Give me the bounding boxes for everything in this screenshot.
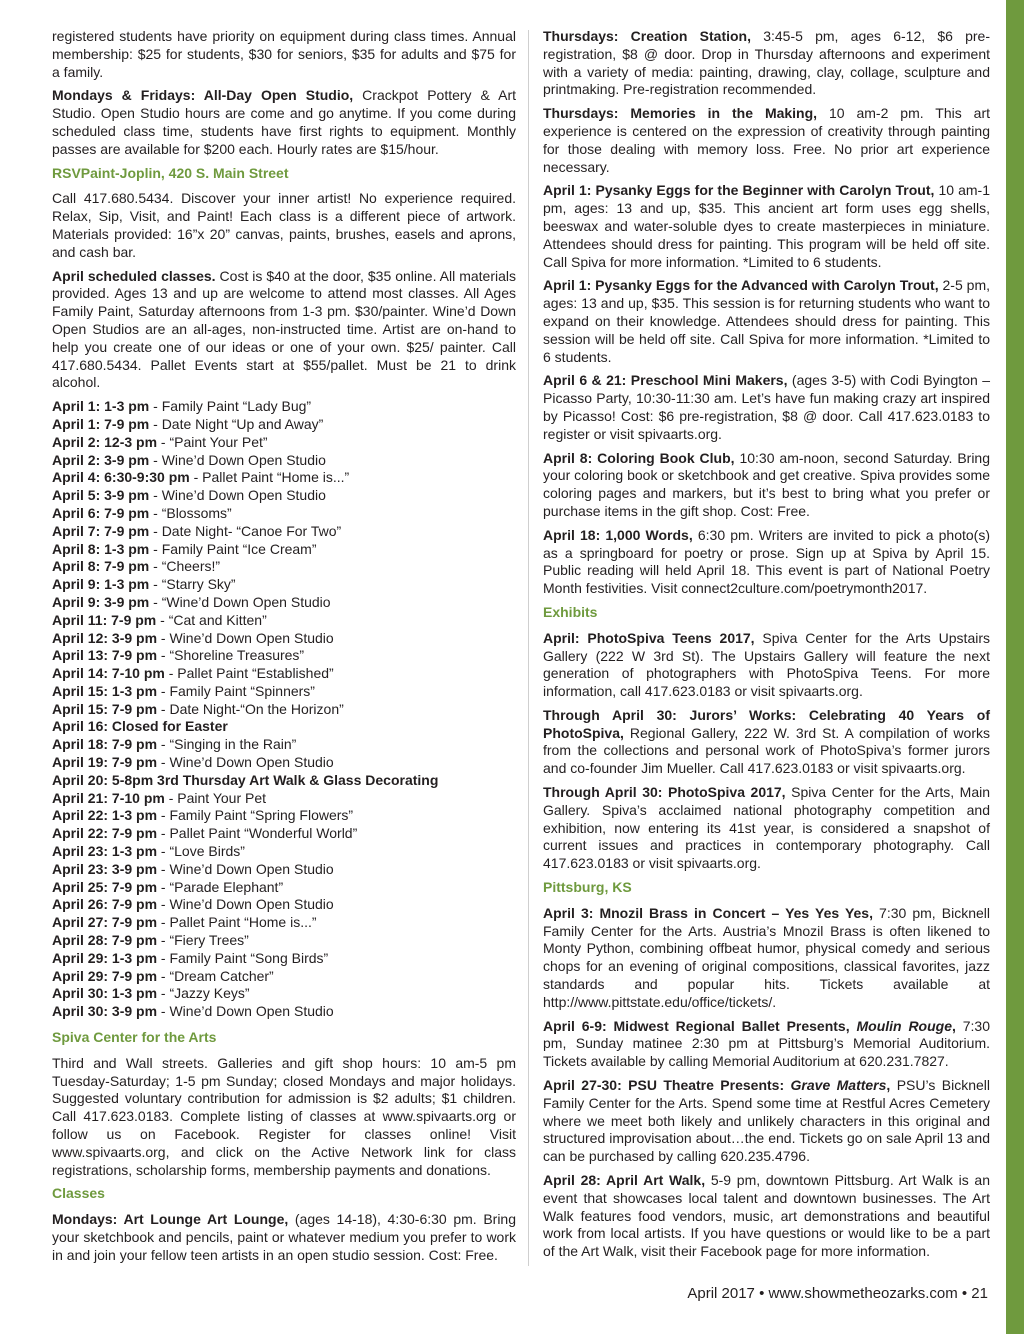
listing-title: April 6 & 21: Preschool Mini Makers, <box>543 372 788 389</box>
listing-paragraph <box>543 372 990 443</box>
event-description: - Wine’d Down Open Studio <box>149 487 326 504</box>
listing-paragraph <box>543 527 990 598</box>
listing-title: April 1: Pysanky Eggs for the Advanced with Carolyn Trout, <box>543 277 939 294</box>
event-item <box>52 576 516 594</box>
event-item <box>52 932 516 950</box>
event-description: - “Jazzy Keys” <box>157 985 250 1002</box>
listing-title: April: PhotoSpiva Teens 2017, <box>543 629 755 646</box>
event-description: - Pallet Paint “Established” <box>164 665 334 682</box>
event-description: - “Blossoms” <box>149 504 232 521</box>
event-item <box>52 647 516 665</box>
page-footer: April 2017 • www.showmetheozarks.com • 21 <box>687 1285 988 1302</box>
event-date: April 23: 3-9 pm <box>52 860 158 877</box>
event-item <box>52 541 516 559</box>
intro-paragraph: registered students have priority on equipment during class times. Annual membership: $25 for students, $30 for seniors, $35 for adults and $75 for a family. <box>52 28 516 80</box>
event-item <box>52 985 516 1003</box>
event-date: April 13: 7-9 pm <box>52 647 158 664</box>
event-date: April 29: 7-9 pm <box>52 967 158 984</box>
listing-text: Regional Gallery, 222 W. 3rd St. A compilation of works from the collections and personal work of PhotoSpiva’s former jurors and co-founder Jim Mueller. Call 417.623.0183 or visit spivaarts.org. <box>543 724 990 777</box>
event-date: April 22: 1-3 pm <box>52 807 158 824</box>
listing-paragraph <box>543 182 990 271</box>
event-date: April 19: 7-9 pm <box>52 754 158 771</box>
event-description: - “Dream Catcher” <box>157 967 274 984</box>
listing-title: April 18: 1,000 Words, <box>543 526 693 543</box>
event-description: - “Singing in the Rain” <box>157 736 297 753</box>
event-item <box>52 416 516 434</box>
listing-title: April 8: Coloring Book Club, <box>543 449 735 466</box>
event-description: - Date Night “Up and Away” <box>149 415 324 432</box>
spiva-heading: Spiva Center for the Arts <box>52 1029 217 1046</box>
event-date: April 2: 3-9 pm <box>52 451 150 468</box>
listing-title: Thursdays: Creation Station, <box>543 28 751 44</box>
event-list <box>52 398 516 1021</box>
listing-title: Through April 30: PhotoSpiva 2017, <box>543 784 786 801</box>
listing-text: 10:30 am-noon, second Saturday. Bring your coloring book or sketchbook and get creative. Spiva provides some coloring pages and markers, but it’s best to bring what you prefer or purchase items in the gift shop. Cost: Free. <box>543 449 991 519</box>
event-description: - Pallet Paint “Wonderful World” <box>157 825 358 842</box>
column-divider <box>528 30 529 1266</box>
event-description: - “Cheers!” <box>149 558 221 575</box>
listing-paragraph <box>543 630 990 701</box>
psu-paragraph: April 27-30: PSU Theatre Presents: Grave Matters, PSU’s Bicknell Family Center for the Arts. Spend some time at Restful Acres Cemetery where we meet both likely and unlikely characters in this original and structured improvisation about…the end. Tickets go on sale April 13 and can be purchased by calling 620.235.4796. <box>543 1077 990 1165</box>
event-date: April 22: 7-9 pm <box>52 825 158 842</box>
listing-text: Spiva Center for the Arts, Main Gallery. Spiva’s acclaimed national photography competition and exhibition, now entering its 41st year, is considered a snapshot of current issues and practices in contemporary photography. Call 417.623.0183 or visit spivaarts.org. <box>543 784 991 872</box>
artwalk-paragraph: April 28: April Art Walk, 5-9 pm, downtown Pittsburg. Art Walk is an event that showcases local talent and downtown businesses. The Art Walk features food vendors, music, art demonstrations and beautiful work from local artists. If you have questions or would like to be a part of the Art Walk, visit their Facebook page for more information. <box>543 1172 990 1260</box>
listing-title: April 1: Pysanky Eggs for the Beginner with Carolyn Trout, <box>543 182 935 199</box>
event-item <box>52 879 516 897</box>
event-description: - Wine’d Down Open Studio <box>157 860 334 877</box>
event-item <box>52 665 516 683</box>
listing-text: 2-5 pm, ages: 13 and up, $35. This session is for returning students who want to expand on their knowledge. Attendees should dress for painting. This session will be held off site. Call Spiva for more information. *Limited to 6 students. <box>543 277 990 365</box>
event-date: April 21: 7-10 pm <box>52 789 165 806</box>
listing-text: 3:45-5 pm, ages 6-12, $6 pre-registration, $8 @ door. Drop in Thursday afternoons and experiment with a variety of media: painting, drawing, clay, collage, sculpture and printmaking. Pre-registration recommended. <box>543 28 991 98</box>
event-description: - “Fiery Trees” <box>157 932 249 949</box>
listing-text: (ages 3-5) with Codi Byington – Picasso Party, 10:30-11:30 am. Let’s have fun making crazy art inspired by Picasso! Cost: $6 pre-registration, $8 @ door. Call 417.623.0183 to register or visit spivaarts.org. <box>543 372 990 442</box>
event-description: - Paint Your Pet <box>164 789 267 806</box>
event-description: - Wine’d Down Open Studio <box>157 629 334 646</box>
event-item <box>52 505 516 523</box>
event-date: April 6: 7-9 pm <box>52 504 150 521</box>
event-item <box>52 896 516 914</box>
mnozil-paragraph: April 3: Mnozil Brass in Concert – Yes Yes Yes, 7:30 pm, Bicknell Family Center for the Arts. Austria’s Mnozil Brass is often likened to Monty Python, combining offbeat humor, physical comedy and serious chops for an evening of original compositions, classical favorites, jazz standards and popular hits. Tickets available at http://www.pittstate.edu/office/tickets/. <box>543 904 990 1010</box>
event-date: April 30: 3-9 pm <box>52 1003 158 1020</box>
event-item <box>52 825 516 843</box>
event-item <box>52 754 516 772</box>
event-date: April 9: 3-9 pm <box>52 593 150 610</box>
event-description: - Family Paint “Ice Cream” <box>149 540 317 557</box>
listing-paragraph <box>543 707 990 778</box>
event-date: April 8: 7-9 pm <box>52 558 150 575</box>
event-date: April 23: 1-3 pm <box>52 843 158 860</box>
event-item <box>52 718 516 736</box>
listing-title: Thursdays: Memories in the Making, <box>543 105 818 122</box>
event-date: April 2: 12-3 pm <box>52 433 158 450</box>
event-description: - “Shoreline Treasures” <box>157 647 305 664</box>
event-date: April 16: Closed for Easter <box>52 718 228 735</box>
event-item <box>52 434 516 452</box>
event-date: April 15: 1-3 pm <box>52 682 158 699</box>
event-date: April 1: 7-9 pm <box>52 415 150 432</box>
event-item <box>52 523 516 541</box>
pittsburg-heading: Pittsburg, KS <box>543 879 632 896</box>
event-date: April 25: 7-9 pm <box>52 878 158 895</box>
art-lounge-paragraph: Mondays: Art Lounge Art Lounge, (ages 14-18), 4:30-6:30 pm. Bring your sketchbook and pencils, paint or whatever medium you prefer to work in and join your fellow teen artists in an open studio session. Cost: Free. <box>52 1211 516 1263</box>
event-date: April 27: 7-9 pm <box>52 914 158 931</box>
right-column <box>543 28 990 1267</box>
open-studio-paragraph: Mondays & Fridays: All-Day Open Studio, Crackpot Pottery & Art Studio. Open Studio hours are come and go anytime. If you come during scheduled class time, students have first rights to equipment. Monthly passes are available for $200 each. Hourly rates are $15/hour. <box>52 87 516 157</box>
event-description: - Date Night-“On the Horizon” <box>157 700 344 717</box>
event-date: April 11: 7-9 pm <box>52 611 157 628</box>
event-item <box>52 736 516 754</box>
listing-paragraph <box>543 784 990 873</box>
event-item <box>52 487 516 505</box>
event-description: - “Wine’d Down Open Studio <box>149 593 331 610</box>
listing-paragraph <box>543 105 990 176</box>
event-item <box>52 968 516 986</box>
rsvp-paragraph: Call 417.680.5434. Discover your inner artist! No experience required. Relax, Sip, Visit, and Paint! Each class is a different piece of artwork. Materials provided: 16”x 20” canvas, paints, brushes, easels and aprons, and cash bar. <box>52 190 516 260</box>
rsvp-heading: RSVPaint-Joplin, 420 S. Main Street <box>52 164 289 181</box>
event-date: April 9: 1-3 pm <box>52 576 150 593</box>
event-date: April 30: 1-3 pm <box>52 985 158 1002</box>
exhibits-listings <box>543 630 990 873</box>
event-date: April 28: 7-9 pm <box>52 932 158 949</box>
event-description: - Wine’d Down Open Studio <box>157 754 334 771</box>
listing-title: Through April 30: Jurors’ Works: Celebrating 40 Years of PhotoSpiva, <box>543 706 990 741</box>
event-item <box>52 398 516 416</box>
event-date: April 26: 7-9 pm <box>52 896 158 913</box>
listing-text: Spiva Center for the Arts Upstairs Gallery (222 W 3rd St). The Upstairs Gallery will feature the next generation of photographers with PhotoSpiva Teens. For more information, call 417.623.0183 or visit spivaarts.org. <box>543 629 991 700</box>
event-item <box>52 950 516 968</box>
listing-text: 6:30 pm. Writers are invited to pick a photo(s) as a springboard for poetry or prose. Sign up at Spiva by April 15. Public reading will held April 18. This event is part of National Poetry Month festivities. Visit connect2culture.com/poetrymonth2017. <box>543 526 991 597</box>
event-date: April 18: 7-9 pm <box>52 736 158 753</box>
event-date: April 14: 7-10 pm <box>52 665 165 682</box>
exhibits-heading: Exhibits <box>543 603 598 620</box>
scheduled-paragraph: April scheduled classes. Cost is $40 at the door, $35 online. All materials provided. Ages 13 and up are welcome to attend most classes. All Ages Family Paint, Saturday afternoons from 1-3 pm. $30/painter. Wine’d Down Open Studios are an all-ages, non-instructed time. Artist are on-hand to help you create one of our ideas or one of your own. $25/ painter. Call 417.680.5434. Pallet Events start at $55/pallet. Must be 21 to drink alcohol. <box>52 267 517 391</box>
page-edge-bar <box>1006 0 1024 1334</box>
event-date: April 4: 6:30-9:30 pm <box>52 469 190 486</box>
event-item <box>52 469 516 487</box>
class-listings <box>543 28 990 598</box>
event-description: - “Cat and Kitten” <box>156 611 267 628</box>
event-item <box>52 558 516 576</box>
event-description: - “Parade Elephant” <box>157 878 284 895</box>
event-description: - “Love Birds” <box>157 843 245 860</box>
event-date: April 8: 1-3 pm <box>52 540 150 557</box>
listing-text: 10 am-1 pm, ages: 13 and up, $35. This ancient art form uses egg shells, beeswax and water-soluble dyes to create masterpieces in miniature. Attendees should dress for painting. This program will be held off site. Call Spiva for more information. *Limited to 6 students. <box>543 182 991 270</box>
event-date: April 5: 3-9 pm <box>52 487 150 504</box>
event-date: April 20: 5-8pm 3rd Thursday Art Walk & Glass Decorating <box>52 771 439 788</box>
event-description: - Wine’d Down Open Studio <box>157 1003 334 1020</box>
listing-paragraph <box>543 277 990 366</box>
event-description: - Wine’d Down Open Studio <box>157 896 334 913</box>
ballet-paragraph: April 6-9: Midwest Regional Ballet Presents, Moulin Rouge, 7:30 pm, Sunday matinee 2:30 pm at Pittsburg’s Memorial Auditorium. Tickets available by calling Memorial Auditorium at 620.231.7827. <box>543 1017 991 1070</box>
event-date: April 15: 7-9 pm <box>52 700 158 717</box>
spiva-paragraph: Third and Wall streets. Galleries and gift shop hours: 10 am-5 pm Tuesday-Saturday; 1-5 pm Sunday; closed Mondays and major holidays. Suggested voluntary contribution for admission is $2 adults; $1 children. Call 417.623.0183. Complete listing of classes at www.spivaarts.org or follow us on Facebook. Register for classes online! Visit www.spivaarts.org, and click on the Active Network link for class registrations, scholarship forms, membership payments and donations. <box>52 1054 516 1178</box>
event-description: - Family Paint “Spring Flowers” <box>157 807 354 824</box>
event-item <box>52 914 516 932</box>
event-item <box>52 683 516 701</box>
event-date: April 7: 7-9 pm <box>52 522 150 539</box>
event-item <box>52 807 516 825</box>
event-item <box>52 612 516 630</box>
event-item <box>52 594 516 612</box>
event-item <box>52 701 516 719</box>
classes-heading: Classes <box>52 1185 105 1202</box>
event-item <box>52 452 516 470</box>
event-item <box>52 843 516 861</box>
event-item <box>52 1003 516 1021</box>
event-date: April 29: 1-3 pm <box>52 949 158 966</box>
event-item <box>52 790 516 808</box>
event-description: - Family Paint “Song Birds” <box>157 949 329 966</box>
event-date: April 1: 1-3 pm <box>52 398 150 415</box>
event-date: April 12: 3-9 pm <box>52 629 158 646</box>
event-item <box>52 630 516 648</box>
listing-paragraph <box>543 450 990 521</box>
event-description: - Wine’d Down Open Studio <box>149 451 326 468</box>
event-item <box>52 772 516 790</box>
event-description: - Pallet Paint “Home is...” <box>157 914 317 931</box>
event-description: - Family Paint “Spinners” <box>157 682 315 699</box>
event-description: - Pallet Paint “Home is...” <box>189 469 350 486</box>
listing-paragraph <box>543 28 990 99</box>
event-description: - Family Paint “Lady Bug” <box>149 398 312 415</box>
left-column <box>52 28 516 1271</box>
event-description: - “Starry Sky” <box>149 576 236 593</box>
event-item <box>52 861 516 879</box>
listing-text: 10 am-2 pm. This art experience is centered on the expression of creativity through painting for those dealing with memory loss. Free. No prior art experience necessary. <box>543 105 990 175</box>
event-description: - Date Night- “Canoe For Two” <box>149 522 342 539</box>
event-description: - “Paint Your Pet” <box>157 433 268 450</box>
